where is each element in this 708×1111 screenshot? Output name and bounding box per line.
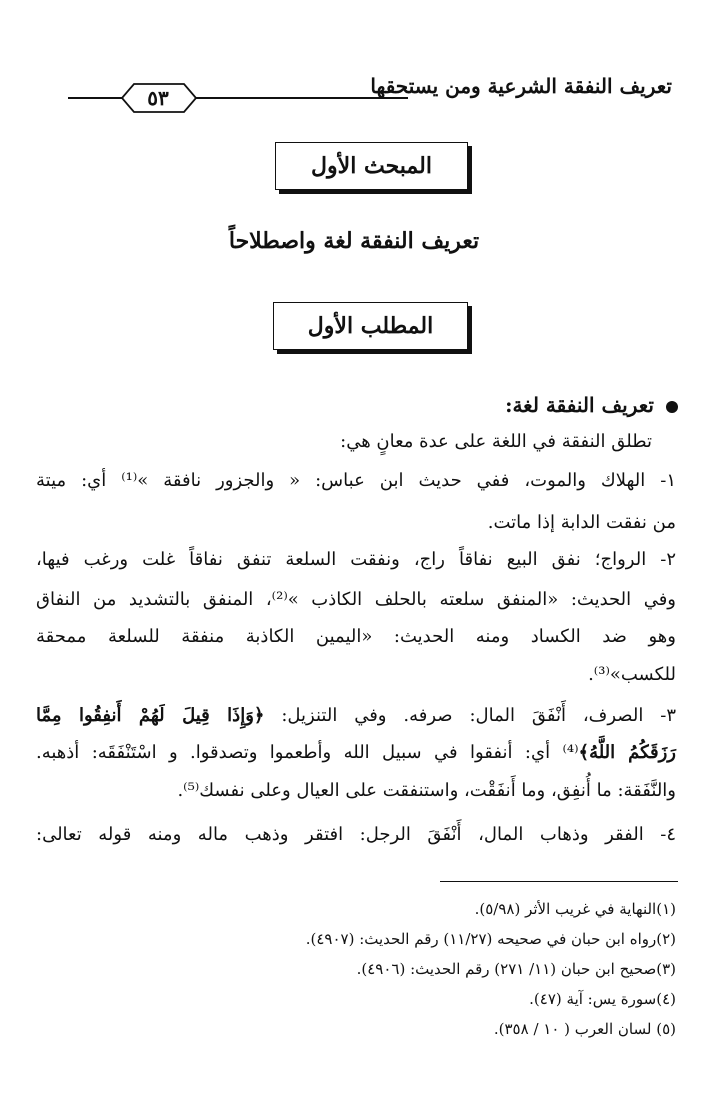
footnote-2: (٢)رواه ابن حبان في صحيحه (١١/٢٧) رقم الحديث: (٤٩٠٧). bbox=[305, 930, 676, 948]
footnote-3: (٣)صحيح ابن حبان (١١/ ٢٧١) رقم الحديث: (٤٩٠٦). bbox=[356, 960, 676, 978]
footnote-1: (١)النهاية في غريب الأثر (٥/٩٨). bbox=[474, 900, 676, 918]
quran-verse-part-1: ﴿وَإِذَا قِيلَ لَهُمْ أَنفِقُوا مِمَّا bbox=[36, 705, 265, 726]
section-title: تعريف النفقة لغة واصطلاحاً bbox=[228, 228, 480, 254]
footnote-divider bbox=[440, 881, 678, 882]
meaning-3-text-2: ⁽⁴⁾ أي: أنفقوا في سبيل الله وأطعموا وتصدقوا. و اسْتَنْفَقَه: أذهبه. bbox=[36, 742, 579, 763]
meaning-3-line-1 bbox=[36, 701, 676, 731]
meaning-2-line-3: وهو ضد الكساد ومنه الحديث: «اليمين الكاذبة منفقة للسلعة ممحقة bbox=[36, 626, 676, 647]
bullet-heading: تعريف النفقة لغة: bbox=[505, 393, 654, 417]
meaning-1-line-2: من نفقت الدابة إذا ماتت. bbox=[487, 512, 676, 533]
meaning-4-line-1: ٤- الفقر وذهاب المال، أَنْفَقَ الرجل: افتقر وذهب ماله ومنه قوله تعالى: bbox=[36, 824, 676, 845]
matlab-heading-box bbox=[273, 302, 468, 350]
quran-verse-part-2: رَزَقَكُمُ اللَّهُ﴾ bbox=[578, 742, 676, 763]
meaning-2-line-2: وفي الحديث: «المنفق سلعته بالحلف الكاذب »⁽²⁾، المنفق بالتشديد من النفاق bbox=[36, 589, 677, 610]
meaning-2-line-4: للكسب»⁽³⁾. bbox=[588, 664, 676, 685]
meaning-1-line-1: ١- الهلاك والموت، ففي حديث ابن عباس: « والجزور نافقة »⁽¹⁾ أي: ميتة bbox=[36, 470, 676, 491]
running-title: تعريف النفقة الشرعية ومن يستحقها bbox=[370, 74, 672, 98]
meaning-3-line-2 bbox=[36, 738, 676, 768]
meaning-3-line-3: والنَّفَقة: ما أُنفِق، وما أَنفَقْت، واستنفقت على العيال وعلى نفسك⁽⁵⁾. bbox=[177, 780, 676, 801]
page-number: ٥٣ bbox=[147, 86, 169, 110]
mabhath-heading: المبحث الأول bbox=[311, 153, 432, 179]
matlab-heading: المطلب الأول bbox=[307, 313, 434, 339]
bullet-icon bbox=[666, 401, 678, 413]
footnote-4: (٤)سورة يس: آية (٤٧). bbox=[529, 990, 676, 1008]
footnote-5: (٥) لسان العرب ( ١٠ / ٣٥٨). bbox=[493, 1020, 676, 1038]
meaning-2-line-1: ٢- الرواج؛ نفق البيع نفاقاً راج، ونفقت السلعة تنفق نفاقاً غلت ورغب فيها، bbox=[36, 549, 676, 570]
intro-line: تطلق النفقة في اللغة على عدة معانٍ هي: bbox=[340, 431, 652, 452]
meaning-3-text: ٣- الصرف، أَنْفَقَ المال: صرفه. وفي التنزيل: bbox=[281, 705, 676, 726]
mabhath-heading-box bbox=[275, 142, 468, 190]
